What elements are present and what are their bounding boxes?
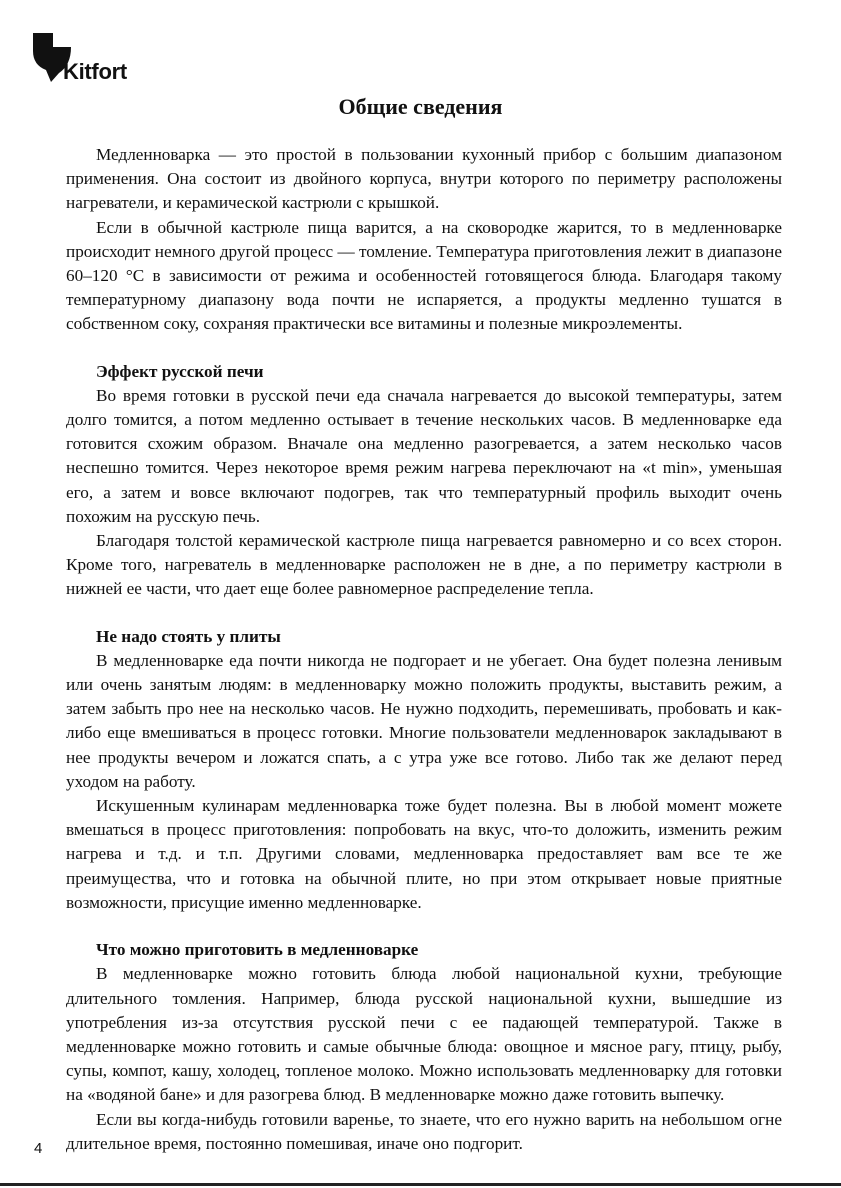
paragraph: Искушенным кулинарам медленноварка тоже будет полезна. Вы в любой момент можете вмешаться в процесс приготовления: попробовать на вкус, что-то доложить, изменить режим нагрева и т.д. и т.п. Другими словами, медленноварка предоставляет вам все те же преимущества, что и готовка на обычной плите, но при этом открывает новые приятные возможности, присущие именно медленноварке. (66, 796, 782, 912)
page-title: Общие сведения (338, 94, 503, 119)
section-heading: Эффект русской печи (96, 361, 264, 381)
paragraph: Благодаря толстой керамической кастрюле пища нагревается равномерно и со всех сторон. Кроме того, нагреватель в медленноварке расположен не в дне, а по периметру кастрюли в нижней ее части, что дает еще более равномерное распределение тепла. (66, 531, 782, 599)
document-body (66, 143, 782, 1179)
paragraph: Во время готовки в русской печи еда сначала нагревается до высокой температуры, затем долго томится, а потом медленно остывает в течение нескольких часов. В медленноварке еда готовится схожим образом. Вначале она медленно разогревается, а затем несколько часов неспешно томится. Через некоторое время режим нагрева переключают на «t min», уменьшая его, а затем и вовсе включают подогрев, так что температурный профиль выходит очень похожим на русскую печь. (66, 385, 782, 526)
paragraph: Если вы когда-нибудь готовили варенье, то знаете, что его нужно варить на небольшом огне длительное время, постоянно помешивая, иначе оно подгорит. (66, 1109, 782, 1153)
kitfort-logo (33, 31, 153, 91)
section (66, 143, 782, 337)
section-heading: Не надо стоять у плиты (96, 626, 281, 646)
paragraph: В медленноварке еда почти никогда не подгорает и не убегает. Она будет полезна ленивым или очень занятым людям: в медленноварку можно положить продукты, выставить режим, а затем забыть про нее на несколько часов. Не нужно подходить, перемешивать, пробовать и как-либо еще вмешиваться в процесс готовки. Многие пользователи медленноварок закладывают в нее продукты вечером и ложатся спать, а с утра уже все готово. Либо так же делают перед уходом на работу. (66, 650, 782, 791)
paragraph: Если в обычной кастрюле пища варится, а на сковородке жарится, то в медленноварке происходит немного другой процесс — томление. Температура приготовления лежит в диапазоне 60–120 °C в зависимости от режима и особенностей готовящегося блюда. Благодаря такому температурному диапазону вода почти не испаряется, а продукты медленно тушатся в собственном соку, сохраняя практически все витамины и полезные микроэлементы. (66, 217, 782, 334)
section (66, 625, 782, 915)
section (66, 938, 782, 1156)
paragraph: Медленноварка — это простой в пользовании кухонный прибор с большим диапазоном применения. Она состоит из двойного корпуса, внутри которого по периметру расположены нагреватели, и керамической кастрюли с крышкой. (66, 145, 782, 213)
bottom-rule (0, 1183, 841, 1186)
section (66, 360, 782, 602)
page-number: 4 (34, 1140, 43, 1157)
brand-name: Kitfort (63, 59, 127, 84)
section-heading: Что можно приготовить в медленноварке (96, 940, 419, 960)
paragraph: В медленноварке можно готовить блюда любой национальной кухни, требующие длительного томления. Например, блюда русской национальной кухни, вышедшие из употребления из-за отсутствия русской печи с ее падающей температурой. Также в медленноварке можно готовить и самые обычные блюда: овощное и мясное рагу, птицу, рыбу, супы, компот, кашу, холодец, топленое молоко. Можно использовать медленноварку для готовки на «водяной бане» и для разогрева блюд. В медленноварке можно даже готовить выпечку. (66, 964, 782, 1105)
